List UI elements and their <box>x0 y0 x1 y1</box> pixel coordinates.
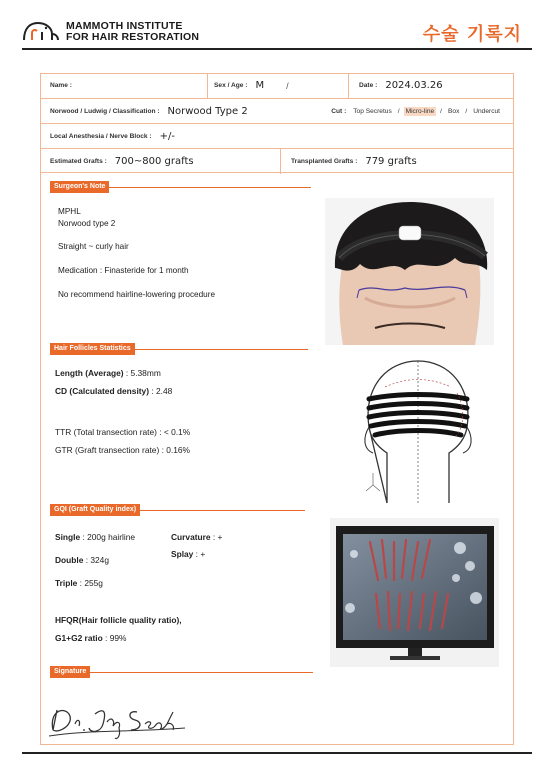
double-grafts-stat <box>55 555 109 565</box>
cd-label: CD (Calculated density) <box>55 386 150 396</box>
double-label: Double <box>55 555 84 565</box>
donor-area-diagram <box>357 357 479 507</box>
calculated-density-stat <box>55 386 172 396</box>
gqi-header <box>50 504 305 516</box>
single-grafts-stat <box>55 532 135 542</box>
brand-line-2: FOR HAIR RESTORATION <box>66 31 200 43</box>
signature-header <box>50 666 313 678</box>
info-row-name <box>40 73 514 98</box>
doctor-signature <box>45 700 195 740</box>
date-label: Date : <box>359 82 378 89</box>
anesthesia-value: +/- <box>159 131 175 142</box>
triple-grafts-stat <box>55 578 103 588</box>
cut-separator: / <box>397 108 400 115</box>
info-row-classification <box>40 98 514 123</box>
single-value: : 200g hairline <box>80 532 136 542</box>
date-cell <box>348 73 514 98</box>
cut-separator: / <box>440 108 443 115</box>
section-rule <box>109 187 311 188</box>
splay-label: Splay <box>171 549 194 559</box>
gtr-value: : 0.16% <box>159 445 190 455</box>
classification-value: Norwood Type 2 <box>167 106 248 117</box>
splay-value: : + <box>193 549 206 559</box>
cut-selector <box>331 99 504 124</box>
curvature-label: Curvature <box>171 532 211 542</box>
length-value: : 5.38mm <box>123 368 161 378</box>
transplanted-grafts-cell <box>280 149 514 174</box>
classification-label: Norwood / Ludwig / Classification : <box>50 108 160 115</box>
footer-divider <box>22 752 532 754</box>
double-value: : 324g <box>83 555 110 565</box>
cut-option-top-secretus: Top Secretus <box>353 108 392 115</box>
sex-age-separator: / <box>286 80 289 91</box>
cut-option-box: Box <box>448 108 460 115</box>
anesthesia-cell <box>50 124 350 149</box>
info-row-grafts <box>40 148 514 173</box>
info-row-anesthesia <box>40 123 514 148</box>
estimated-grafts-value: 700~800 grafts <box>114 156 194 167</box>
follicle-stats-title: Hair Follicles Statistics <box>50 343 135 355</box>
anesthesia-label: Local Anesthesia / Nerve Block : <box>50 133 152 140</box>
cd-value: : 2.48 <box>149 386 173 396</box>
grafts-monitor-photo <box>330 518 499 667</box>
cut-option-micro-line: Micro-line <box>405 108 435 115</box>
length-label: Length (Average) <box>55 368 124 378</box>
hfqr-label: HFQR(Hair follicle quality ratio), <box>55 615 182 625</box>
date-value: 2024.03.26 <box>385 80 443 91</box>
triple-label: Triple <box>55 578 78 588</box>
note-line: MPHL <box>58 207 81 216</box>
note-line: Straight ~ curly hair <box>58 242 129 251</box>
g12-value: : 99% <box>102 633 127 643</box>
gqi-title: GQI (Graft Quality index) <box>50 504 140 516</box>
length-average-stat <box>55 368 161 378</box>
triple-value: : 255g <box>77 578 103 588</box>
follicle-stats-header <box>50 343 308 355</box>
brand-line-1: MAMMOTH INSTITUTE <box>66 20 183 32</box>
ttr-label: TTR (Total transection rate) : <box>55 427 162 437</box>
estimated-grafts-cell <box>50 149 280 174</box>
estimated-grafts-label: Estimated Grafts : <box>50 158 107 165</box>
classification-cell <box>50 99 310 124</box>
signature-title: Signature <box>50 666 90 678</box>
sex-age-cell <box>207 73 348 98</box>
single-label: Single <box>55 532 81 542</box>
document-header <box>22 18 532 48</box>
note-line: Medication : Finasteride for 1 month <box>58 266 189 275</box>
g1-g2-ratio-stat <box>55 633 126 643</box>
cut-label: Cut : <box>331 108 347 115</box>
g12-label: G1+G2 ratio <box>55 633 103 643</box>
ttr-value: < 0.1% <box>161 427 191 437</box>
gtr-label: GTR (Graft transection rate) <box>55 445 160 455</box>
surgeons-note-header <box>50 181 311 193</box>
section-rule <box>90 672 313 673</box>
transplanted-grafts-label: Transplanted Grafts : <box>291 158 358 165</box>
section-rule <box>135 349 308 350</box>
hfqr-stat <box>55 615 182 625</box>
cut-option-undercut: Undercut <box>473 108 500 115</box>
cut-separator: / <box>465 108 468 115</box>
sex-value: M <box>255 80 265 91</box>
name-cell <box>50 73 210 98</box>
name-label: Name : <box>50 82 72 89</box>
curvature-stat <box>171 532 222 542</box>
note-line: No recommend hairline-lowering procedure <box>58 290 216 299</box>
surgeons-note-title: Surgeon's Note <box>50 181 109 193</box>
sex-age-label: Sex / Age : <box>214 82 248 89</box>
section-rule <box>140 510 305 511</box>
patient-hairline-photo <box>325 198 494 345</box>
gtr-stat <box>55 445 190 455</box>
splay-stat <box>171 549 205 559</box>
note-line: Norwood type 2 <box>58 219 116 228</box>
curvature-value: : + <box>210 532 223 542</box>
header-divider <box>22 48 532 50</box>
mammoth-logo-icon <box>22 20 62 42</box>
transplanted-grafts-value: 779 grafts <box>365 156 417 167</box>
ttr-stat <box>55 427 190 437</box>
document-title: 수술 기록지 <box>422 24 522 45</box>
brand-name <box>66 21 199 43</box>
